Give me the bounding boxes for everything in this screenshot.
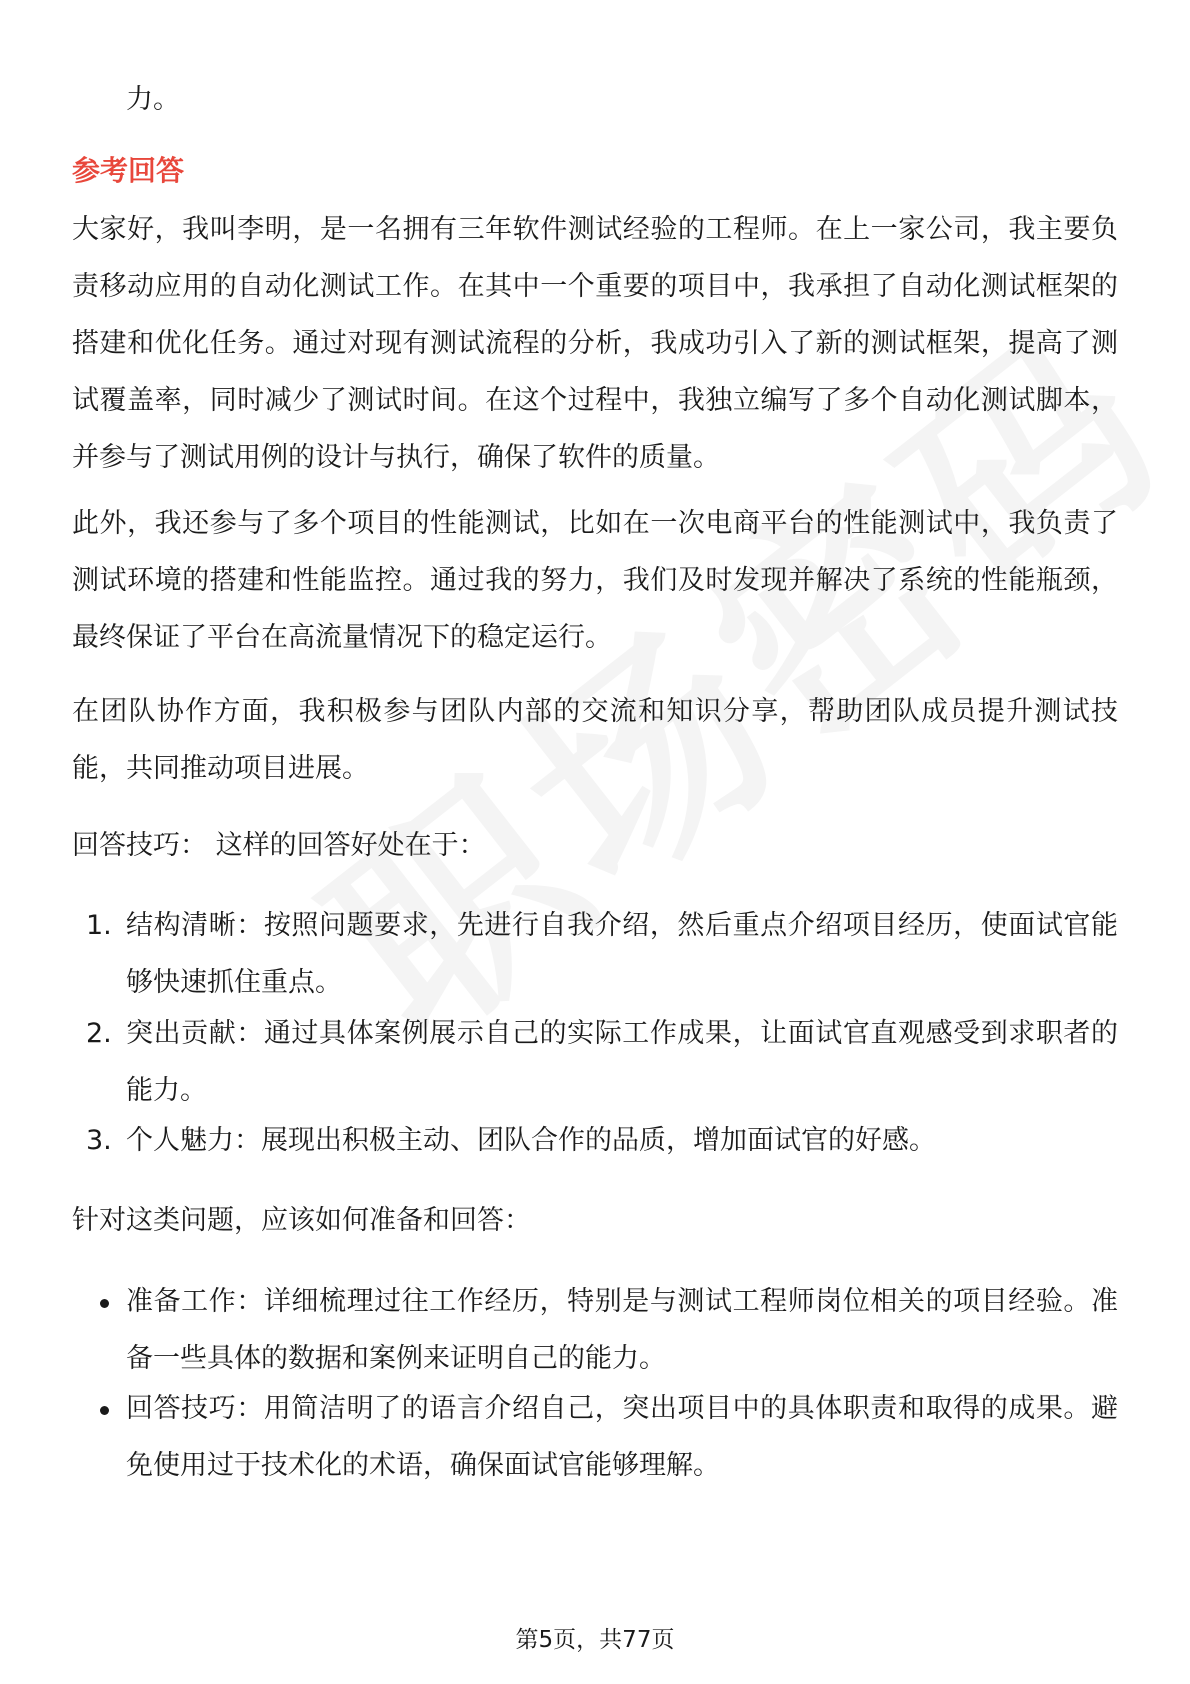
section-heading: 参考回答: [72, 154, 185, 187]
list-number: 3.: [86, 1125, 112, 1156]
list-number: 2.: [86, 1018, 112, 1049]
bullet-icon: [100, 1406, 109, 1415]
bullet-icon: [100, 1299, 109, 1308]
answer-paragraph-1: 大家好，我叫李明，是一名拥有三年软件测试经验的工程师。在上一家公司，我主要负责移动应用的自动化测试工作。在其中一个重要的项目中，我承担了自动化测试框架的搭建和优化任务。通过对现有测试流程的分析，我成功引入了新的测试框架，提高了测试覆盖率，同时减少了测试时间。在这个过程中，我独立编写了多个自动化测试脚本，并参与了测试用例的设计与执行，确保了软件的质量。: [72, 214, 1118, 473]
list-item: 准备工作：详细梳理过往工作经历，特别是与测试工程师岗位相关的项目经验。准备一些具体的数据和案例来证明自己的能力。: [126, 1286, 1118, 1374]
prep-intro: 针对这类问题，应该如何准备和回答：: [72, 1205, 531, 1236]
list-item: 突出贡献：通过具体案例展示自己的实际工作成果，让面试官直观感受到求职者的能力。: [126, 1018, 1118, 1106]
answer-paragraph-3: 在团队协作方面，我积极参与团队内部的交流和知识分享，帮助团队成员提升测试技能，共同推动项目进展。: [72, 696, 1118, 784]
tips-intro: 回答技巧： 这样的回答好处在于：: [72, 830, 486, 861]
list-item: 回答技巧：用简洁明了的语言介绍自己，突出项目中的具体职责和取得的成果。避免使用过于技术化的术语，确保面试官能够理解。: [126, 1393, 1118, 1481]
list-number: 1.: [86, 910, 112, 941]
answer-paragraph-2: 此外，我还参与了多个项目的性能测试，比如在一次电商平台的性能测试中，我负责了测试环境的搭建和性能监控。通过我的努力，我们及时发现并解决了系统的性能瓶颈，最终保证了平台在高流量情况下的稳定运行。: [72, 508, 1118, 653]
page-footer: 第5页，共77页: [515, 1627, 675, 1653]
continuation-text: 力。: [126, 84, 180, 115]
list-item: 个人魅力：展现出积极主动、团队合作的品质，增加面试官的好感。: [126, 1125, 936, 1156]
list-item: 结构清晰：按照问题要求，先进行自我介绍，然后重点介绍项目经历，使面试官能够快速抓住重点。: [126, 910, 1118, 998]
